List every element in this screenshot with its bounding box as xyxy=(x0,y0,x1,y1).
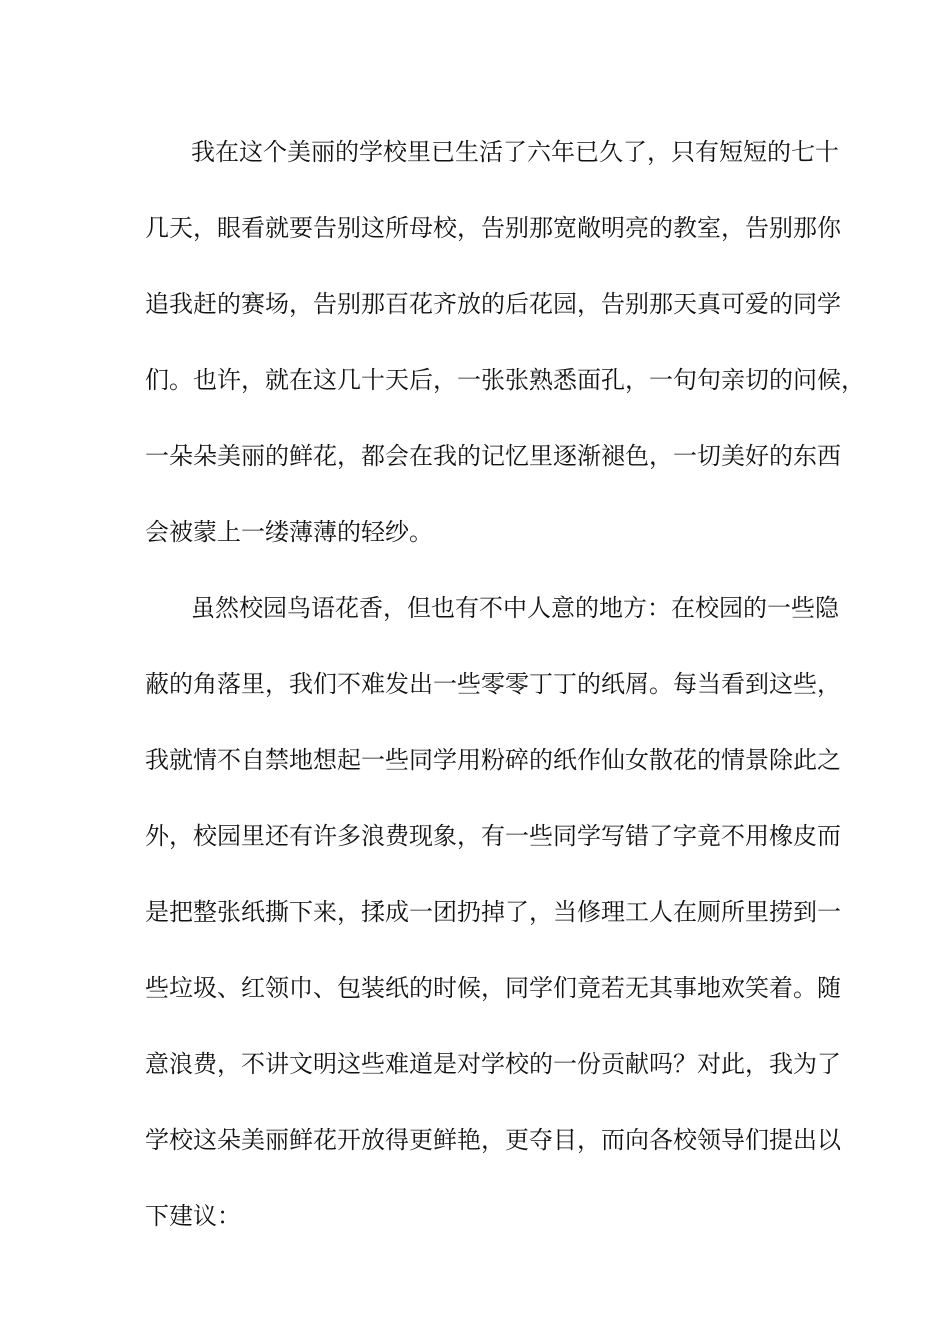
text-line: 意浪费，不讲文明这些难道是对学校的一份贡献吗？对此，我为了 xyxy=(145,1050,841,1078)
text-line: 我在这个美丽的学校里已生活了六年已久了，只有短短的七十 xyxy=(191,138,839,166)
document-body xyxy=(145,133,865,1273)
text-line: 下建议： xyxy=(145,1202,241,1230)
text-line: 虽然校园鸟语花香，但也有不中人意的地方：在校园的一些隐 xyxy=(191,594,839,622)
text-line: 是把整张纸撕下来，揉成一团扔掉了，当修理工人在厕所里捞到一 xyxy=(145,898,841,926)
text-line: 学校这朵美丽鲜花开放得更鲜艳，更夺目，而向各校领导们提出以 xyxy=(145,1126,841,1154)
text-line: 一朵朵美丽的鲜花，都会在我的记忆里逐渐褪色，一切美好的东西 xyxy=(145,442,841,470)
text-line: 几天，眼看就要告别这所母校，告别那宽敞明亮的教室，告别那你 xyxy=(145,214,841,242)
text-line: 追我赶的赛场，告别那百花齐放的后花园，告别那天真可爱的同学 xyxy=(145,290,841,318)
text-line: 们。也许，就在这几十天后，一张张熟悉面孔，一句句亲切的问候， xyxy=(145,366,865,394)
text-line: 蔽的角落里，我们不难发出一些零零丁丁的纸屑。每当看到这些， xyxy=(145,670,841,698)
paragraph-1 xyxy=(145,133,865,551)
paragraph-2 xyxy=(145,589,841,1235)
text-line: 些垃圾、红领巾、包装纸的时候，同学们竟若无其事地欢笑着。随 xyxy=(145,974,841,1002)
text-line: 我就情不自禁地想起一些同学用粉碎的纸作仙女散花的情景除此之 xyxy=(145,746,841,774)
text-line: 外，校园里还有许多浪费现象，有一些同学写错了字竟不用橡皮而 xyxy=(145,822,841,850)
text-line: 会被蒙上一缕薄薄的轻纱。 xyxy=(145,518,433,546)
